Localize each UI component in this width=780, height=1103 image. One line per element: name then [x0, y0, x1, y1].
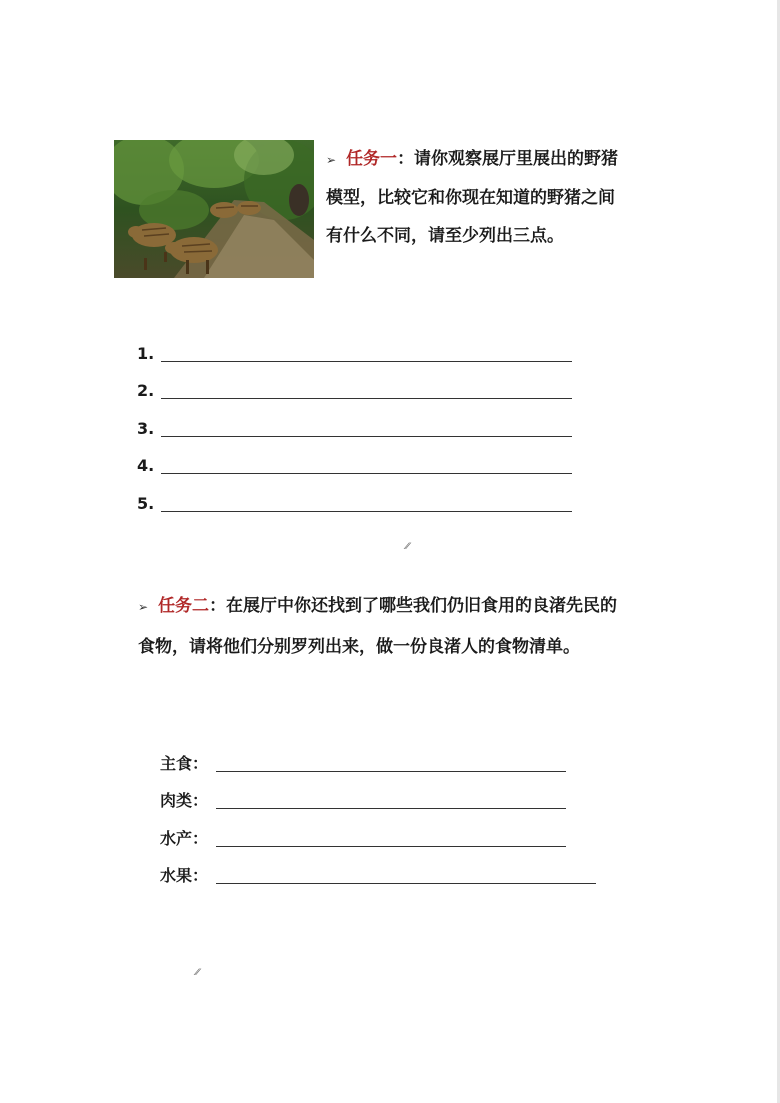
answer-number: 1.	[137, 343, 155, 363]
answer-row	[137, 403, 577, 441]
answer-number: 2.	[137, 381, 155, 400]
food-label: 主食：	[160, 753, 209, 773]
scan-speck: ⁄⁄	[406, 542, 410, 552]
food-row-fruit	[160, 851, 620, 889]
answer-line[interactable]	[161, 436, 572, 437]
answer-row	[137, 441, 577, 479]
answer-line[interactable]	[161, 361, 572, 362]
task-one-label: 任务一	[346, 149, 398, 169]
task-two-label: 任务二	[158, 596, 210, 616]
food-label: 肉类：	[160, 791, 209, 810]
food-row-meat	[160, 776, 620, 814]
answer-number: 3.	[137, 418, 155, 438]
task-one-prompt	[326, 140, 626, 255]
food-row-aquatic	[160, 813, 620, 851]
task-two-text: ：在展厅中你还找到了哪些我们仍旧食用的良渚先民的食物，请将他们分别罗列出来，做一份良渚人的食物清单。	[138, 596, 618, 657]
food-answer-line[interactable]	[216, 808, 566, 809]
food-row-staple	[160, 738, 620, 776]
wild-boar-photo	[114, 140, 314, 278]
answer-list	[137, 328, 577, 516]
answer-number: 4.	[137, 456, 155, 475]
food-answer-line[interactable]	[216, 846, 566, 847]
task-one-text: ：请你观察展厅里展出的野猪模型，比较它和你现在知道的野猪之间有什么不同，请至少列出三点。	[326, 149, 619, 246]
answer-line[interactable]	[161, 473, 572, 474]
answer-row	[137, 366, 577, 404]
task-two-prompt	[138, 586, 618, 667]
answer-line[interactable]	[161, 511, 572, 512]
arrowhead-bullet-icon: ➢	[138, 600, 149, 614]
food-answer-line[interactable]	[216, 883, 596, 884]
arrowhead-bullet-icon: ➢	[326, 153, 337, 167]
food-label: 水果：	[160, 866, 209, 885]
answer-row	[137, 328, 577, 366]
answer-number: 5.	[137, 493, 155, 513]
answer-row	[137, 478, 577, 516]
scan-speck: ⁄⁄	[196, 968, 200, 978]
answer-line[interactable]	[161, 398, 572, 399]
food-label: 水产：	[160, 828, 209, 848]
food-list	[160, 738, 620, 888]
food-answer-line[interactable]	[216, 771, 566, 772]
